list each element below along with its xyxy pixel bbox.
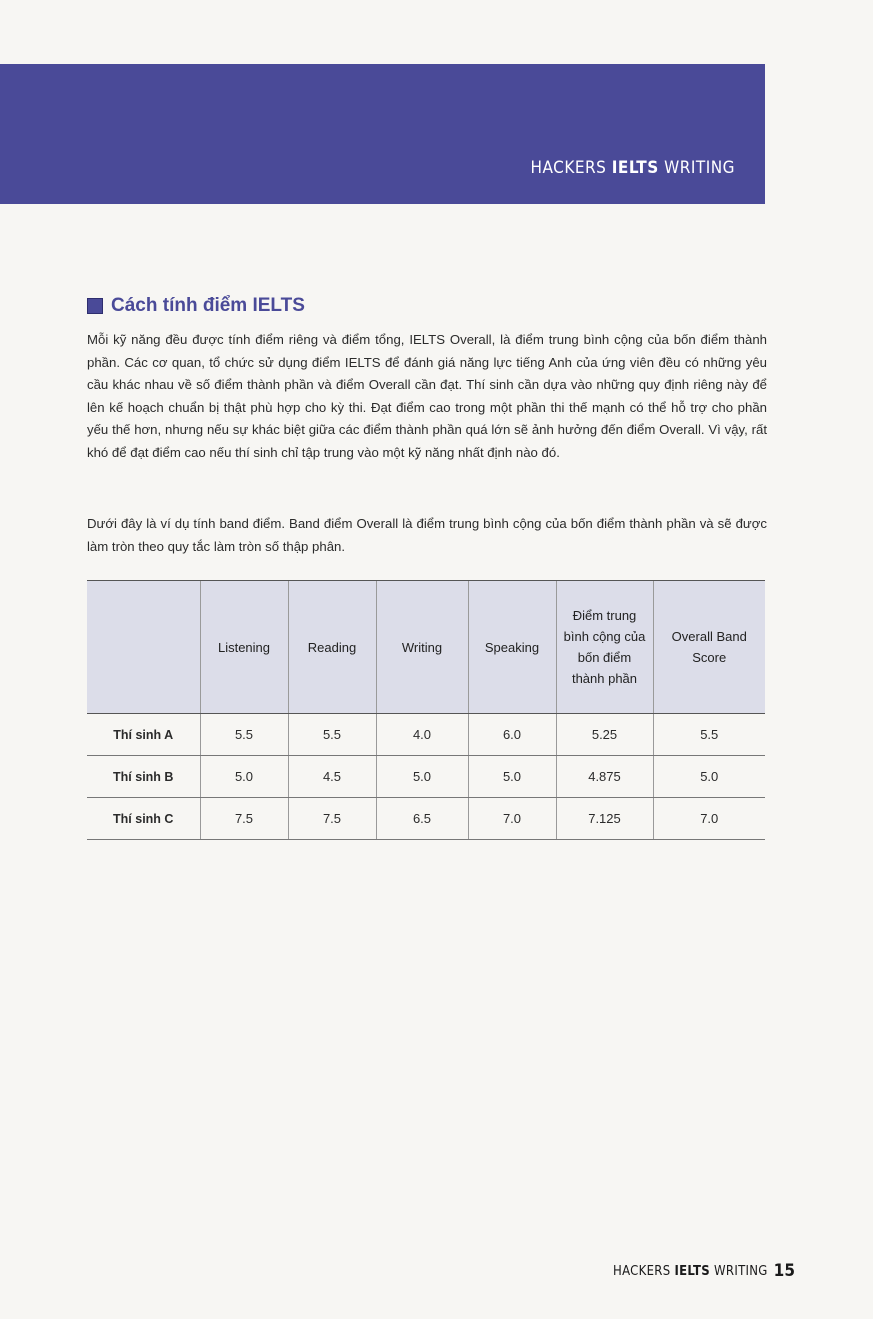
reading-cell: 5.5 — [288, 714, 376, 756]
footer-brand-bold: IELTS — [674, 1263, 711, 1279]
table-row — [87, 798, 765, 840]
section-heading — [87, 293, 305, 319]
listening-cell: 7.5 — [200, 798, 288, 840]
header-cell-average: Điểm trung bình cộng của bốn điểm thành phần — [556, 581, 653, 714]
header-brand-prefix: HACKERS — [530, 158, 607, 178]
header-cell-listening: Listening — [200, 581, 288, 714]
average-cell: 5.25 — [556, 714, 653, 756]
average-cell: 7.125 — [556, 798, 653, 840]
overall-cell: 5.5 — [653, 714, 765, 756]
section-title: Cách tính điểm IELTS — [111, 295, 305, 316]
header-cell-speaking: Speaking — [468, 581, 556, 714]
row-label: Thí sinh B — [87, 756, 200, 798]
header-brand-suffix: WRITING — [664, 158, 735, 178]
reading-cell: 4.5 — [288, 756, 376, 798]
header-banner — [0, 64, 765, 204]
footer-brand-prefix: HACKERS — [613, 1263, 671, 1279]
page-number: 15 — [773, 1261, 795, 1281]
listening-cell: 5.0 — [200, 756, 288, 798]
page-footer — [613, 1259, 795, 1283]
header-cell-overall: Overall Band Score — [653, 581, 765, 714]
writing-cell: 4.0 — [376, 714, 468, 756]
footer-brand — [613, 1264, 768, 1279]
row-label: Thí sinh A — [87, 714, 200, 756]
listening-cell: 5.5 — [200, 714, 288, 756]
writing-cell: 6.5 — [376, 798, 468, 840]
row-label: Thí sinh C — [87, 798, 200, 840]
table-row — [87, 756, 765, 798]
example-paragraph: Dưới đây là ví dụ tính band điểm. Band điểm Overall là điểm trung bình cộng của bốn điểm thành phần và sẽ được làm tròn theo quy tắc làm tròn số thập phân. — [87, 516, 767, 554]
reading-cell: 7.5 — [288, 798, 376, 840]
header-cell-writing: Writing — [376, 581, 468, 714]
score-table — [87, 580, 765, 840]
square-bullet-icon — [87, 298, 103, 314]
table-header-row — [87, 581, 765, 714]
speaking-cell: 7.0 — [468, 798, 556, 840]
header-cell-empty — [87, 581, 200, 714]
intro-paragraph: Mỗi kỹ năng đều được tính điểm riêng và điểm tổng, IELTS Overall, là điểm trung bình cộng của bốn điểm thành phần. Các cơ quan, tổ chức sử dụng điểm IELTS để đánh giá năng lực tiếng Anh của ứng viên đều có những yêu cầu khác nhau về số điểm thành phần và điểm Overall cần đạt. Thí sinh cần dựa vào những quy định riêng này để lên kế hoạch chuẩn bị thật phù hợp cho kỳ thi. Đạt điểm cao trong một phần thi thế mạnh có thể hỗ trợ cho phần yếu thế hơn, nhưng nếu sự khác biệt giữa các điểm thành phần quá lớn sẽ ảnh hưởng đến điểm Overall. Vì vậy, rất khó để đạt điểm cao nếu thí sinh chỉ tập trung vào một kỹ năng nhất định nào đó. — [87, 332, 767, 460]
speaking-cell: 6.0 — [468, 714, 556, 756]
footer-brand-suffix: WRITING — [714, 1263, 768, 1279]
header-cell-reading: Reading — [288, 581, 376, 714]
overall-cell: 5.0 — [653, 756, 765, 798]
overall-cell: 7.0 — [653, 798, 765, 840]
table-row — [87, 714, 765, 756]
header-brand-bold: IELTS — [611, 158, 659, 178]
header-brand — [530, 158, 735, 178]
average-cell: 4.875 — [556, 756, 653, 798]
speaking-cell: 5.0 — [468, 756, 556, 798]
writing-cell: 5.0 — [376, 756, 468, 798]
